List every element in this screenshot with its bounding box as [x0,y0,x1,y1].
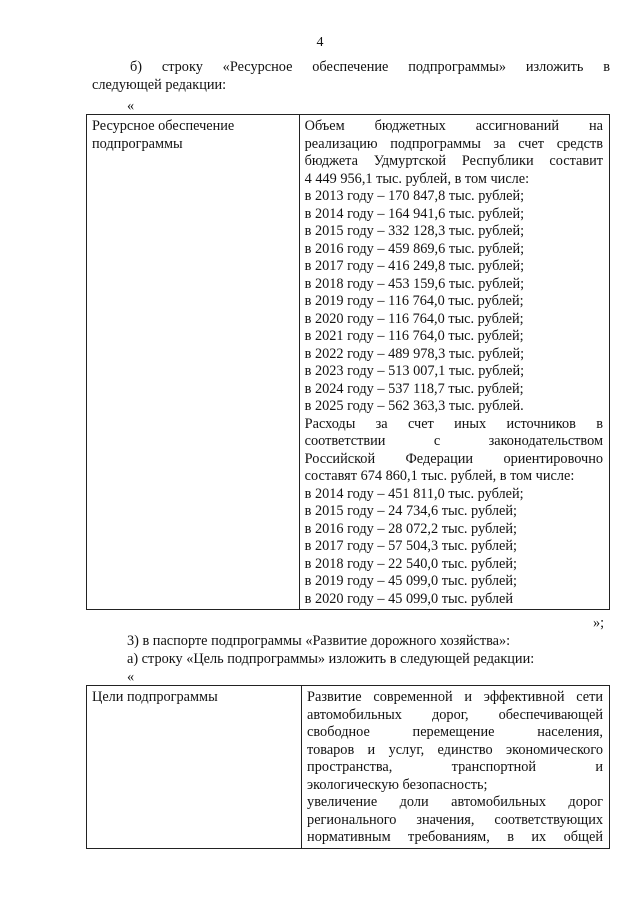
goals-value-cell [302,686,610,849]
resource-label-cell [87,115,300,610]
resource-line: в 2023 году – 513 007,1 тыс. рублей; [304,363,525,379]
resource-line: в 2024 году – 537 118,7 тыс. рублей; [304,380,524,397]
resource-line: в 2019 году – 116 764,0 тыс. рублей; [304,293,524,309]
resource-line: в 2015 году – 332 128,3 тыс. рублей; [304,223,525,239]
goals-line: регионального значения, соответствующих [307,811,603,828]
resource-line: Расходы за счет иных источников в [304,415,603,432]
resource-line: в 2015 году – 24 734,6 тыс. рублей; [304,503,517,519]
resource-line: в 2022 году – 489 978,3 тыс. рублей; [304,345,525,362]
resource-value-cell [299,115,609,610]
resource-line: бюджета Удмуртской Республики составит [304,153,603,169]
resource-label: Ресурсное обеспечение подпрограммы [92,118,235,152]
resource-line: в 2019 году – 45 099,0 тыс. рублей; [304,573,517,589]
paragraph-b-line2: следующей редакции: [92,77,227,93]
resource-line: в 2013 году – 170 847,8 тыс. рублей; [304,188,525,204]
goals-line: свободное перемещение населения, [307,724,603,740]
paragraph-4: а) строку «Цель подпрограммы» изложить в следующей редакции: [127,651,535,667]
goals-line: экологическую безопасность; [307,776,488,793]
resource-line: в 2018 году – 22 540,0 тыс. рублей; [304,555,517,572]
table-row [87,686,610,849]
goals-line: Развитие современной и эффективной сети [307,689,603,705]
resource-line: в 2017 году – 57 504,3 тыс. рублей; [304,538,517,554]
resource-line: в 2020 году – 45 099,0 тыс. рублей [304,590,514,607]
goals-line: увеличение доли автомобильных дорог [307,794,603,810]
goals-line: автомобильных дорог, обеспечивающей [307,706,603,723]
resource-line: в 2014 году – 164 941,6 тыс. рублей; [304,205,525,222]
resource-line: Российской Федерации ориентировочно [304,450,603,467]
open-quote-2: « [127,669,135,685]
resource-line: в 2017 году – 416 249,8 тыс. рублей; [304,258,525,274]
resource-line: в 2021 году – 116 764,0 тыс. рублей; [304,328,524,344]
table-row [87,115,610,610]
paragraph-3: 3) в паспорте подпрограммы «Развитие дорожного хозяйства»: [127,633,511,649]
resource-line: в 2014 году – 451 811,0 тыс. рублей; [304,485,524,502]
goals-line: пространства, транспортной и [307,759,603,775]
resource-line: реализацию подпрограммы за счет средств [304,135,603,152]
paragraph-b-line1: б) строку «Ресурсное обеспечение подпрограммы» изложить в [130,59,610,75]
resource-line: Объем бюджетных ассигнований на [304,118,603,134]
goals-label-cell [87,686,302,849]
goals-line: товаров и услуг, единство экономического [307,741,603,758]
open-quote: « [127,98,135,114]
resource-line: в 2020 году – 116 764,0 тыс. рублей; [304,310,524,327]
resource-line: в 2016 году – 28 072,2 тыс. рублей; [304,520,517,537]
goals-table [86,685,610,849]
goals-line: нормативным требованиям, в их общей [307,829,603,845]
resource-table [86,114,610,610]
resource-line: в 2016 году – 459 869,6 тыс. рублей; [304,240,525,257]
resource-line: 4 449 956,1 тыс. рублей, в том числе: [304,170,530,187]
page-number: 4 [316,35,324,50]
close-quote: »; [593,615,605,631]
resource-line: составят 674 860,1 тыс. рублей, в том числе: [304,468,575,484]
goals-label: Цели подпрограммы [92,689,218,705]
resource-line: в 2025 году – 562 363,3 тыс. рублей. [304,398,524,414]
resource-line: соответствии с законодательством [304,433,603,449]
resource-line: в 2018 году – 453 159,6 тыс. рублей; [304,275,525,292]
